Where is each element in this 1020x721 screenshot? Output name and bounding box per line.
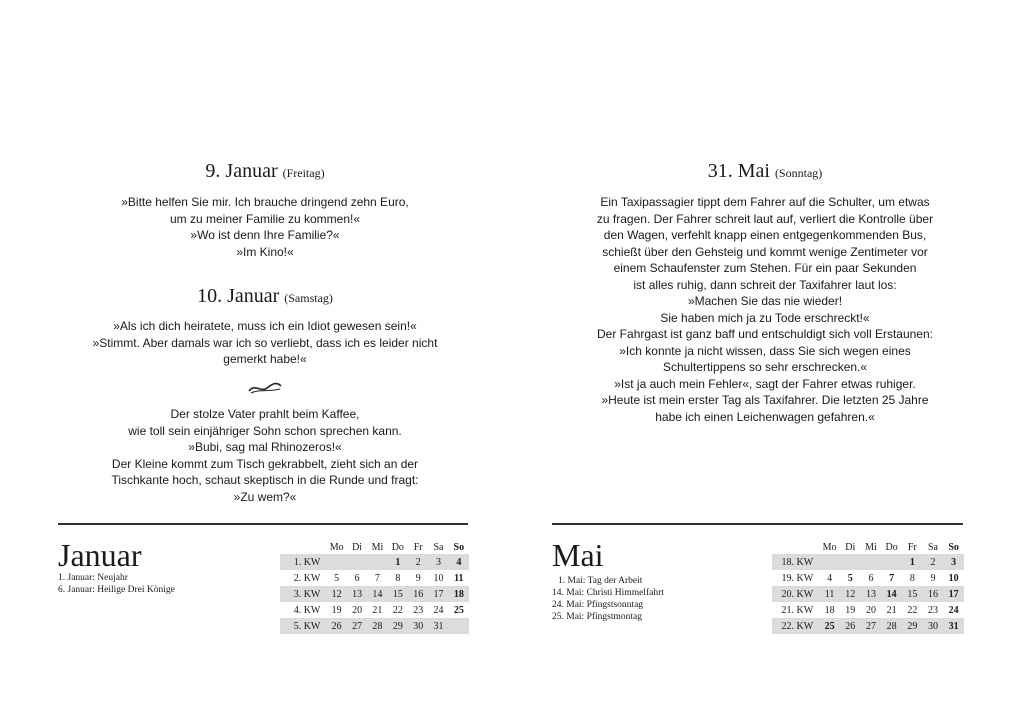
- text-line: »Bitte helfen Sie mir. Ich brauche dringend zehn Euro,: [121, 195, 409, 209]
- day-cell: 3: [943, 554, 964, 570]
- text-line: »Ist ja auch mein Fehler«, sagt der Fahrer etwas ruhiger.: [614, 376, 916, 391]
- day-cell: 7: [889, 572, 895, 584]
- day-cell: 6: [868, 572, 874, 584]
- day-cell: 21: [372, 604, 383, 616]
- day-cell: 4: [827, 572, 833, 584]
- calendar-holidays: [58, 572, 175, 596]
- day-cell: 23: [413, 604, 424, 616]
- day-cell: 17: [943, 586, 964, 602]
- weekday-header: Sa: [927, 541, 938, 553]
- entry-text-may-31: [500, 194, 1020, 425]
- holiday-item: 6. Januar: Heilige Drei Könige: [58, 585, 175, 595]
- text-line: »Stimmt. Aber damals war ich so verliebt, dass ich es leider nicht: [92, 335, 438, 350]
- text-line: einem Schaufenster zum Stehen. Für ein paar Sekunden: [613, 261, 917, 275]
- day-cell: 6: [354, 572, 360, 584]
- kw-cell: 3. KW: [280, 586, 326, 602]
- entry-weekday: (Sonntag): [774, 166, 823, 180]
- holiday-item: 14. Mai: Christi Himmelfahrt: [552, 588, 664, 598]
- day-cell: 19: [845, 604, 856, 616]
- calendar-table-january: [280, 540, 469, 634]
- weekday-header: Do: [391, 541, 404, 553]
- text-line: »Im Kino!«: [236, 244, 294, 259]
- weekday-header: Sa: [433, 541, 444, 553]
- text-line: »Zu wem?«: [233, 489, 297, 504]
- kw-cell: 2. KW: [293, 572, 321, 584]
- day-cell: 26: [326, 618, 347, 634]
- day-cell: 2: [923, 554, 944, 570]
- day-cell: 31: [943, 618, 964, 634]
- day-cell: 9: [415, 572, 421, 584]
- day-cell: 27: [347, 618, 367, 634]
- day-cell: [861, 554, 882, 570]
- day-cell: 14: [881, 586, 902, 602]
- divider-rule: [58, 523, 468, 525]
- weekday-header-row: [772, 540, 964, 554]
- table-row: [772, 554, 964, 570]
- kw-cell: 1. KW: [280, 554, 326, 570]
- text-line: zu fragen. Der Fahrer schreit laut auf, verliert die Kontrolle über: [596, 211, 934, 226]
- weekday-header: Mo: [329, 541, 344, 553]
- day-cell: [819, 554, 840, 570]
- day-cell: 10: [948, 572, 959, 584]
- text-line: gemerkt habe!«: [223, 352, 307, 366]
- day-cell: 15: [388, 586, 408, 602]
- text-line: wie toll sein einjähriger Sohn schon sprechen kann.: [128, 423, 402, 438]
- day-cell: 31: [428, 618, 448, 634]
- entry-weekday: (Samstag): [284, 291, 333, 305]
- day-cell: [449, 618, 469, 634]
- calendar-holidays: [552, 575, 664, 623]
- table-row: [772, 602, 964, 618]
- calendar-month-title: Januar: [58, 537, 142, 573]
- entry-text-jan-10: [0, 318, 530, 368]
- holiday-item: 25. Mai: Pfingstmontag: [552, 612, 642, 622]
- text-line: Ein Taxipassagier tippt dem Fahrer auf die Schulter, um etwas: [600, 195, 930, 209]
- text-line: Der Fahrgast ist ganz baff und entschuldigt sich voll Erstaunen:: [597, 327, 933, 341]
- table-row: [772, 586, 964, 602]
- day-cell: [367, 554, 387, 570]
- day-cell: 16: [923, 586, 944, 602]
- entry-weekday: (Freitag): [282, 166, 325, 180]
- day-cell: [347, 554, 367, 570]
- day-cell: [881, 554, 902, 570]
- text-line: »Ich konnte ja nicht wissen, dass Sie sich wegen eines: [619, 343, 911, 358]
- weekday-header: Mo: [822, 541, 837, 553]
- day-cell: 25: [819, 618, 840, 634]
- text-line: »Als ich dich heiratete, muss ich ein Idiot gewesen sein!«: [113, 319, 417, 333]
- entry-heading-jan-10: [0, 285, 530, 308]
- holiday-item: 1. Mai: Tag der Arbeit: [558, 576, 643, 586]
- day-cell: 10: [433, 572, 444, 584]
- table-row: [280, 618, 469, 634]
- right-page: [510, 0, 1020, 721]
- weekday-header: Mi: [371, 541, 384, 553]
- calendar-month-title: Mai: [552, 537, 604, 573]
- day-cell: 2: [408, 554, 428, 570]
- holiday-item: 24. Mai: Pfingstsonntag: [552, 600, 644, 610]
- weekday-header: So: [453, 541, 465, 553]
- weekday-header: Mi: [865, 541, 877, 553]
- entry-text-jan-10-second: [0, 406, 530, 505]
- day-cell: 30: [923, 618, 944, 634]
- day-cell: [326, 554, 347, 570]
- kw-cell: 20. KW: [772, 586, 819, 602]
- day-cell: 13: [347, 586, 367, 602]
- kw-cell: 18. KW: [772, 554, 819, 570]
- weekday-header: Fr: [907, 541, 917, 553]
- text-line: ist alles ruhig, dann schreit der Taxifahrer laut los:: [633, 277, 897, 292]
- day-cell: 11: [819, 586, 840, 602]
- day-cell: 12: [326, 586, 347, 602]
- day-cell: 29: [388, 618, 408, 634]
- day-cell: [840, 554, 861, 570]
- day-cell: 11: [454, 572, 464, 584]
- entry-date: 9. Januar: [205, 160, 278, 182]
- day-cell: 3: [428, 554, 448, 570]
- day-cell: 8: [909, 572, 915, 584]
- table-row: [772, 618, 964, 634]
- table-row: [280, 586, 469, 602]
- day-cell: 28: [881, 618, 902, 634]
- day-cell: 1: [902, 554, 923, 570]
- day-cell: 15: [902, 586, 923, 602]
- weekday-header: So: [948, 541, 959, 553]
- day-cell: 16: [408, 586, 428, 602]
- day-cell: 17: [428, 586, 448, 602]
- day-cell: 1: [388, 554, 408, 570]
- day-cell: 7: [374, 572, 380, 584]
- day-cell: 12: [840, 586, 861, 602]
- table-row: [280, 554, 469, 570]
- text-line: Sie haben mich ja zu Tode erschreckt!«: [660, 310, 870, 325]
- day-cell: 21: [886, 604, 897, 616]
- table-row: [280, 602, 469, 618]
- kw-cell: 5. KW: [280, 618, 326, 634]
- text-line: habe ich einen Leichenwagen gefahren.«: [655, 409, 875, 424]
- table-row: [772, 570, 964, 586]
- day-cell: 5: [334, 572, 340, 584]
- entry-heading-may-31: [500, 160, 1020, 183]
- entry-text-jan-9: [0, 194, 530, 260]
- day-cell: 14: [367, 586, 387, 602]
- kw-header: [280, 540, 326, 554]
- weekday-header: Di: [845, 541, 856, 553]
- day-cell: 20: [865, 604, 876, 616]
- day-cell: 9: [930, 572, 936, 584]
- day-cell: 26: [840, 618, 861, 634]
- text-line: um zu meiner Familie zu kommen!«: [169, 211, 361, 226]
- day-cell: 24: [433, 604, 444, 616]
- weekday-header: Fr: [413, 541, 423, 553]
- kw-cell: 22. KW: [772, 618, 819, 634]
- text-line: »Machen Sie das nie wieder!: [687, 294, 843, 308]
- day-cell: 20: [352, 604, 363, 616]
- day-cell: 5: [847, 572, 853, 584]
- day-cell: 4: [449, 554, 469, 570]
- entry-date: 10. Januar: [197, 285, 280, 307]
- weekday-header: Di: [352, 541, 363, 553]
- kw-cell: 21. KW: [781, 604, 814, 616]
- text-line: »Heute ist mein erster Tag als Taxifahrer. Die letzten 25 Jahre: [601, 393, 929, 407]
- day-cell: 24: [948, 604, 959, 616]
- day-cell: 22: [907, 604, 918, 616]
- text-line: Der stolze Vater prahlt beim Kaffee,: [170, 407, 360, 421]
- holiday-item: 1. Januar: Neujahr: [58, 573, 128, 583]
- text-line: Der Kleine kommt zum Tisch gekrabbelt, zieht sich an der: [111, 456, 419, 471]
- text-line: »Bubi, sag mal Rhinozeros!«: [188, 440, 342, 454]
- day-cell: 23: [927, 604, 938, 616]
- day-cell: 8: [395, 572, 401, 584]
- day-cell: 28: [367, 618, 387, 634]
- day-cell: 18: [824, 604, 835, 616]
- day-cell: 25: [453, 604, 464, 616]
- entry-date: 31. Mai: [707, 160, 770, 182]
- weekday-header: Do: [885, 541, 898, 553]
- text-line: Tischkante hoch, schaut skeptisch in die Runde und fragt:: [111, 473, 419, 487]
- day-cell: 19: [331, 604, 342, 616]
- day-cell: 18: [449, 586, 469, 602]
- kw-cell: 19. KW: [781, 572, 814, 584]
- day-cell: 30: [408, 618, 428, 634]
- kw-header: [772, 540, 819, 554]
- calendar-table-may: [772, 540, 964, 634]
- text-line: »Wo ist denn Ihre Familie?«: [190, 228, 340, 242]
- text-line: den Wagen, verfehlt knapp einen entgegenkommenden Bus,: [603, 228, 927, 242]
- day-cell: 13: [861, 586, 882, 602]
- entry-heading-jan-9: [0, 160, 530, 183]
- weekday-header-row: [280, 540, 469, 554]
- table-row: [280, 570, 469, 586]
- ornament-swash-icon: [247, 380, 283, 396]
- text-line: schießt über den Gehsteig und kommt wenige Zentimeter vor: [602, 244, 928, 259]
- kw-cell: 4. KW: [293, 604, 321, 616]
- day-cell: 29: [902, 618, 923, 634]
- divider-rule: [552, 523, 963, 525]
- day-cell: 22: [392, 604, 403, 616]
- day-cell: 27: [861, 618, 882, 634]
- text-line: Schultertippens so sehr erschrecken.«: [662, 360, 868, 374]
